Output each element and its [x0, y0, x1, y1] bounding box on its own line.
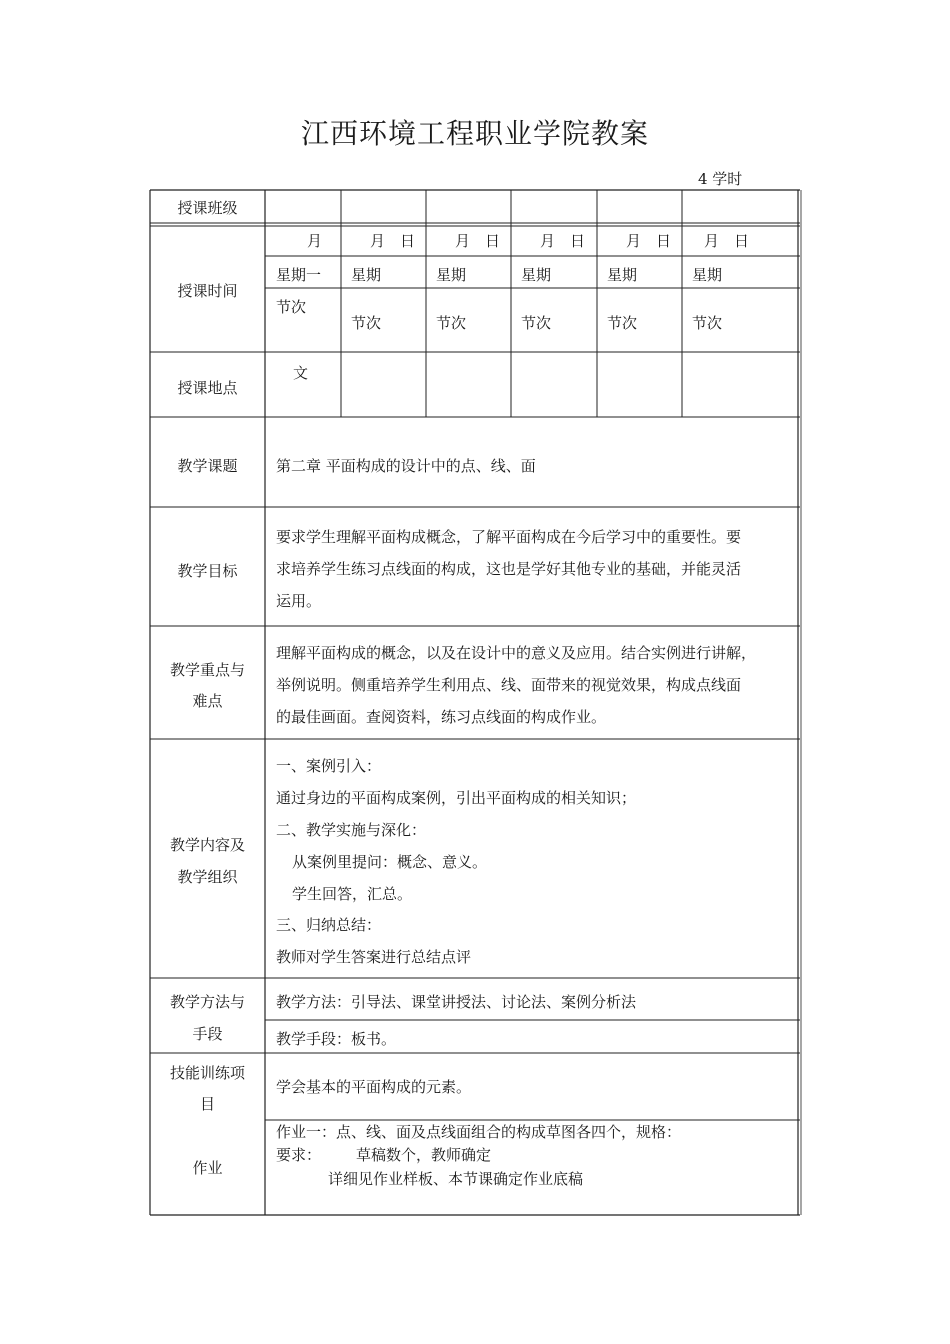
weekday-cell: 星期一	[276, 266, 322, 284]
month-day-cell: 月	[307, 232, 323, 250]
label-topic: 教学课题	[177, 457, 238, 475]
content-line: 通过身边的平面构成案例，引出平面构成的相关知识；	[276, 789, 637, 807]
label-place: 授课地点	[177, 379, 238, 397]
content-line: 从案例里提问：概念、意义。	[292, 853, 488, 871]
month-day-cell: 月 日	[626, 232, 672, 250]
label-content-line1: 教学内容及	[169, 836, 245, 854]
key-points-line: 举例说明。侧重培养学生利用点、线、面带来的视觉效果，构成点线面	[276, 676, 742, 694]
content-line: 三、归纳总结：	[276, 916, 382, 934]
period-cell: 节次	[607, 314, 638, 332]
weekday-cell: 星期	[692, 266, 723, 284]
skill-value: 学会基本的平面构成的元素。	[276, 1078, 472, 1096]
label-key-line2: 难点	[192, 692, 223, 710]
label-method-line1: 教学方法与	[169, 993, 245, 1011]
page-title: 江西环境工程职业学院教案	[300, 117, 649, 150]
period-cell: 节次	[276, 298, 307, 316]
key-points-line: 的最佳画面。查阅资料，练习点线面的构成作业。	[276, 708, 607, 726]
content-line: 学生回答，汇总。	[292, 885, 413, 903]
label-class: 授课班级	[177, 199, 238, 217]
month-day-cell: 月 日	[370, 232, 416, 250]
month-day-cell: 月 日	[455, 232, 501, 250]
means-value: 教学手段：板书。	[276, 1030, 397, 1048]
month-day-cell: 月 日	[540, 232, 586, 250]
weekday-cell: 星期	[351, 266, 382, 284]
method-value: 教学方法：引导法、课堂讲授法、讨论法、案例分析法	[276, 993, 637, 1011]
label-method-line2: 手段	[192, 1025, 223, 1043]
content-line: 二、教学实施与深化：	[276, 821, 427, 839]
period-cell: 节次	[521, 314, 552, 332]
content-line: 一、案例引入：	[276, 757, 382, 775]
label-content-line2: 教学组织	[177, 868, 238, 886]
weekday-cell: 星期	[607, 266, 638, 284]
homework-requirement-label: 要求：	[276, 1146, 322, 1164]
hours-label: 4 学时	[698, 170, 743, 188]
topic-value: 第二章 平面构成的设计中的点、线、面	[276, 457, 536, 475]
homework-line: 详细见作业样板、本节课确定作业底稿	[328, 1170, 584, 1188]
label-goal: 教学目标	[177, 562, 238, 580]
label-time: 授课时间	[177, 282, 238, 300]
place-cell: 文	[293, 364, 309, 382]
goal-line: 要求学生理解平面构成概念，了解平面构成在今后学习中的重要性。要	[276, 528, 742, 546]
weekday-cell: 星期	[436, 266, 467, 284]
key-points-line: 理解平面构成的概念，以及在设计中的意义及应用。结合实例进行讲解，	[276, 644, 757, 662]
label-skill-line2: 目	[199, 1095, 215, 1113]
period-cell: 节次	[692, 314, 723, 332]
goal-line: 求培养学生练习点线面的构成，这也是学好其他专业的基础，并能灵活	[276, 560, 742, 578]
homework-requirement-text: 草稿数个，教师确定	[356, 1146, 492, 1164]
homework-line: 作业一：点、线、面及点线面组合的构成草图各四个，规格：	[276, 1123, 682, 1141]
weekday-cell: 星期	[521, 266, 552, 284]
period-cell: 节次	[436, 314, 467, 332]
content-line: 教师对学生答案进行总结点评	[276, 948, 472, 966]
label-key-line1: 教学重点与	[169, 661, 245, 679]
month-day-cell: 月 日	[704, 232, 750, 250]
label-homework: 作业	[192, 1159, 223, 1177]
period-cell: 节次	[351, 314, 382, 332]
label-skill-line1: 技能训练项	[169, 1064, 245, 1082]
goal-line: 运用。	[276, 592, 322, 610]
